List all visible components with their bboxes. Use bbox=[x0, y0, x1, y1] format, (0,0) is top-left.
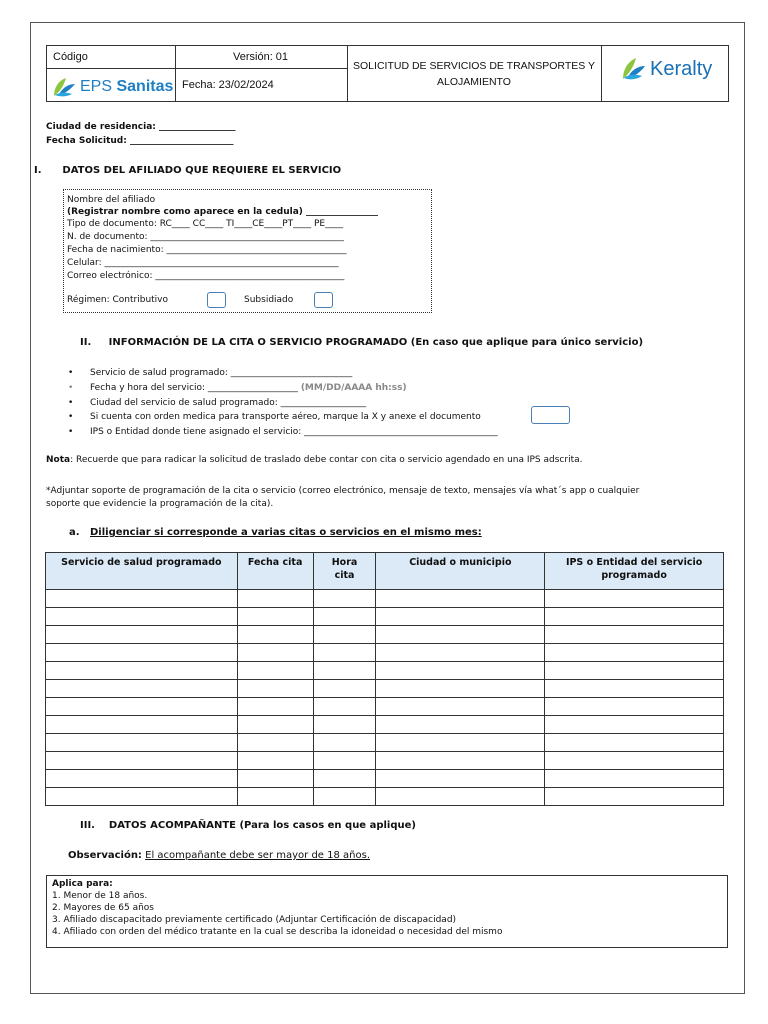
citas-table-cell[interactable] bbox=[545, 626, 724, 644]
citas-table-row bbox=[46, 644, 724, 662]
citas-table-cell[interactable] bbox=[313, 752, 376, 770]
citas-table-cell[interactable] bbox=[545, 698, 724, 716]
citas-table-cell[interactable] bbox=[545, 752, 724, 770]
col-ciudad: Ciudad o municipio bbox=[376, 553, 545, 590]
citas-table-cell[interactable] bbox=[46, 608, 238, 626]
citas-table-cell[interactable] bbox=[313, 716, 376, 734]
citas-table-cell[interactable] bbox=[545, 680, 724, 698]
citas-table-cell[interactable] bbox=[237, 788, 313, 806]
section-2-title: II. INFORMACIÓN DE LA CITA O SERVICIO PROGRAMADO (En caso que aplique para único servicio) bbox=[80, 337, 644, 348]
citas-table-cell[interactable] bbox=[237, 590, 313, 608]
citas-table-body bbox=[46, 590, 724, 806]
tipo-documento-field[interactable]: Tipo de documento: RC____ CC____ TI____CE____PT____ PE____ bbox=[67, 219, 344, 229]
eps-sanitas-logo bbox=[52, 74, 173, 100]
citas-table-cell[interactable] bbox=[376, 788, 545, 806]
citas-table-cell[interactable] bbox=[237, 734, 313, 752]
citas-table-cell[interactable] bbox=[46, 680, 238, 698]
citas-table-cell[interactable] bbox=[376, 644, 545, 662]
citas-table-cell[interactable] bbox=[376, 734, 545, 752]
afiliado-data-box bbox=[63, 189, 432, 313]
servicio-bullet-list bbox=[68, 366, 498, 440]
keralty-logo bbox=[620, 52, 712, 86]
regimen-contributivo-label: Régimen: Contributivo bbox=[67, 295, 169, 305]
citas-table-row bbox=[46, 662, 724, 680]
contributivo-checkbox[interactable] bbox=[207, 292, 226, 308]
nota-body: : Recuerde que para radicar la solicitud de traslado debe contar con cita o servicio agendado en una IPS adscrita. bbox=[70, 455, 583, 465]
citas-table-cell[interactable] bbox=[237, 662, 313, 680]
aplica-para-title: Aplica para: bbox=[52, 879, 113, 889]
codigo-label: Código bbox=[53, 51, 88, 63]
citas-table-cell[interactable] bbox=[313, 590, 376, 608]
observacion-label: Observación: bbox=[68, 850, 142, 861]
citas-table-cell[interactable] bbox=[545, 590, 724, 608]
citas-table-row bbox=[46, 770, 724, 788]
fecha-solicitud-field[interactable]: Fecha Solicitud: _______________________ bbox=[46, 136, 234, 146]
citas-table-cell[interactable] bbox=[237, 680, 313, 698]
section-1-title: I. DATOS DEL AFILIADO QUE REQUIERE EL SERVICIO bbox=[34, 165, 342, 176]
citas-table-cell[interactable] bbox=[46, 788, 238, 806]
citas-table-cell[interactable] bbox=[376, 770, 545, 788]
citas-table-cell[interactable] bbox=[376, 716, 545, 734]
citas-table-cell[interactable] bbox=[46, 662, 238, 680]
col-hora-cita: Hora cita bbox=[313, 553, 376, 590]
correo-field[interactable]: Correo electrónico: __________________________________________ bbox=[67, 271, 345, 281]
citas-table-row bbox=[46, 626, 724, 644]
citas-table-row bbox=[46, 680, 724, 698]
citas-table-cell[interactable] bbox=[376, 662, 545, 680]
citas-table-cell[interactable] bbox=[545, 788, 724, 806]
orden-medica-label: Si cuenta con orden medica para transporte aéreo, marque la X y anexe el documento bbox=[90, 412, 481, 423]
citas-table-cell[interactable] bbox=[376, 608, 545, 626]
fecha-hora-field[interactable] bbox=[68, 381, 498, 396]
keralty-logo-text: Keralty bbox=[650, 57, 713, 80]
aplica-item: 2. Mayores de 65 años bbox=[52, 903, 154, 913]
citas-table-cell[interactable] bbox=[313, 698, 376, 716]
citas-table-row bbox=[46, 788, 724, 806]
subsection-a-letter: a. bbox=[69, 527, 80, 538]
citas-table-cell[interactable] bbox=[313, 734, 376, 752]
celular-field[interactable]: Celular: ____________________________________________________ bbox=[67, 258, 339, 268]
orden-medica-checkbox[interactable] bbox=[531, 406, 570, 424]
citas-table-row bbox=[46, 608, 724, 626]
citas-table-cell[interactable] bbox=[46, 734, 238, 752]
observacion-body: El acompañante debe ser mayor de 18 años. bbox=[145, 850, 370, 861]
citas-table-row bbox=[46, 734, 724, 752]
ips-entidad-field[interactable] bbox=[68, 425, 498, 440]
citas-table-cell[interactable] bbox=[237, 770, 313, 788]
citas-table-row bbox=[46, 698, 724, 716]
aplica-item: 1. Menor de 18 años. bbox=[52, 891, 148, 901]
nota-text bbox=[46, 455, 582, 466]
citas-table-row bbox=[46, 716, 724, 734]
citas-table-cell[interactable] bbox=[237, 608, 313, 626]
nombre-afiliado-label: Nombre del afiliado bbox=[67, 195, 156, 205]
section-3-title: III. DATOS ACOMPAÑANTE (Para los casos en que aplique) bbox=[80, 820, 416, 831]
citas-table-cell[interactable] bbox=[376, 626, 545, 644]
citas-table-cell[interactable] bbox=[313, 770, 376, 788]
citas-table-cell[interactable] bbox=[313, 680, 376, 698]
subsection-a-title bbox=[69, 527, 482, 539]
citas-table-cell[interactable] bbox=[545, 644, 724, 662]
citas-table-cell[interactable] bbox=[46, 752, 238, 770]
aplica-item: 3. Afiliado discapacitado previamente certificado (Adjuntar Certificación de discapacidad) bbox=[52, 915, 457, 925]
col-ips: IPS o Entidad del servicio programado bbox=[545, 553, 724, 590]
aplica-item: 4. Afiliado con orden del médico tratante en la cual se describa la idoneidad o necesidad del mismo bbox=[52, 927, 503, 937]
numero-documento-field[interactable]: N. de documento: ___________________________________________ bbox=[67, 232, 344, 242]
citas-table bbox=[45, 552, 724, 806]
citas-table-cell[interactable] bbox=[46, 770, 238, 788]
orden-medica-item bbox=[68, 410, 498, 425]
citas-table-cell[interactable] bbox=[313, 662, 376, 680]
citas-table-cell[interactable] bbox=[545, 662, 724, 680]
citas-table-cell[interactable] bbox=[545, 770, 724, 788]
nota-label: Nota bbox=[46, 455, 71, 465]
citas-table-cell[interactable] bbox=[237, 644, 313, 662]
document-title-line2: ALOJAMIENTO bbox=[437, 76, 511, 88]
citas-table-row bbox=[46, 590, 724, 608]
citas-table-cell[interactable] bbox=[313, 626, 376, 644]
keralty-leaf-icon bbox=[620, 56, 646, 82]
servicio-salud-field[interactable] bbox=[68, 366, 498, 381]
subsidiado-checkbox[interactable] bbox=[314, 292, 333, 308]
citas-table-cell[interactable] bbox=[237, 716, 313, 734]
ciudad-servicio-field[interactable] bbox=[68, 396, 498, 411]
citas-table-cell[interactable] bbox=[545, 734, 724, 752]
eps-logo-text: EPS bbox=[80, 78, 117, 95]
fecha-label: Fecha: 23/02/2024 bbox=[182, 79, 274, 91]
citas-table-cell[interactable] bbox=[376, 698, 545, 716]
citas-table-cell[interactable] bbox=[376, 680, 545, 698]
ciudad-residencia-field[interactable]: Ciudad de residencia: _________________ bbox=[46, 122, 236, 132]
col-fecha-cita: Fecha cita bbox=[237, 553, 313, 590]
servicio-salud-label: Servicio de salud programado: ___________________________ bbox=[90, 368, 353, 378]
citas-table-cell[interactable] bbox=[237, 752, 313, 770]
nombre-afiliado-field[interactable]: (Registrar nombre como aparece en la cedula) ________________ bbox=[67, 207, 379, 217]
ciudad-servicio-label: Ciudad del servicio de salud programado: ___________________ bbox=[90, 397, 367, 408]
citas-table-cell[interactable] bbox=[313, 608, 376, 626]
citas-table-cell[interactable] bbox=[545, 716, 724, 734]
adjuntar-line-2: soporte que evidencie la programación de la cita). bbox=[46, 499, 274, 509]
adjuntar-line-1: *Adjuntar soporte de programación de la cita o servicio (correo electrónico, mensaje de texto, mensajes vía what´s app o cualquier bbox=[46, 486, 640, 496]
citas-table-row bbox=[46, 752, 724, 770]
col-servicio: Servicio de salud programado bbox=[46, 553, 238, 590]
document-title-line1: SOLICITUD DE SERVICIOS DE TRANSPORTES Y bbox=[353, 60, 595, 72]
sanitas-leaf-icon bbox=[52, 76, 76, 98]
citas-table-cell[interactable] bbox=[545, 608, 724, 626]
citas-table-cell[interactable] bbox=[376, 590, 545, 608]
citas-table-cell[interactable] bbox=[46, 698, 238, 716]
observacion-text bbox=[68, 850, 370, 862]
aplica-para-box bbox=[46, 875, 728, 948]
subsection-a-text: Diligenciar si corresponde a varias citas o servicios en el mismo mes: bbox=[90, 527, 482, 538]
citas-table-cell[interactable] bbox=[376, 752, 545, 770]
citas-table-cell[interactable] bbox=[313, 788, 376, 806]
sanitas-logo-text: Sanitas bbox=[116, 78, 174, 95]
citas-table-cell[interactable] bbox=[46, 590, 238, 608]
fecha-nacimiento-field[interactable]: Fecha de nacimiento: ________________________________________ bbox=[67, 245, 347, 255]
citas-table-cell[interactable] bbox=[46, 716, 238, 734]
subsidiado-label: Subsidiado bbox=[244, 295, 294, 305]
citas-table-cell[interactable] bbox=[313, 644, 376, 662]
citas-table-cell[interactable] bbox=[237, 626, 313, 644]
version-label: Versión: 01 bbox=[233, 51, 289, 63]
citas-table-cell[interactable] bbox=[237, 698, 313, 716]
ips-entidad-label: IPS o Entidad donde tiene asignado el servicio: ___________________________________________ bbox=[90, 427, 498, 438]
citas-table-cell[interactable] bbox=[46, 644, 238, 662]
fecha-hora-label: Fecha y hora del servicio: ____________________ bbox=[90, 382, 298, 393]
citas-table-header bbox=[46, 553, 724, 590]
date-format-hint: (MM/DD/AAAA hh:ss) bbox=[300, 382, 407, 393]
citas-table-cell[interactable] bbox=[46, 626, 238, 644]
